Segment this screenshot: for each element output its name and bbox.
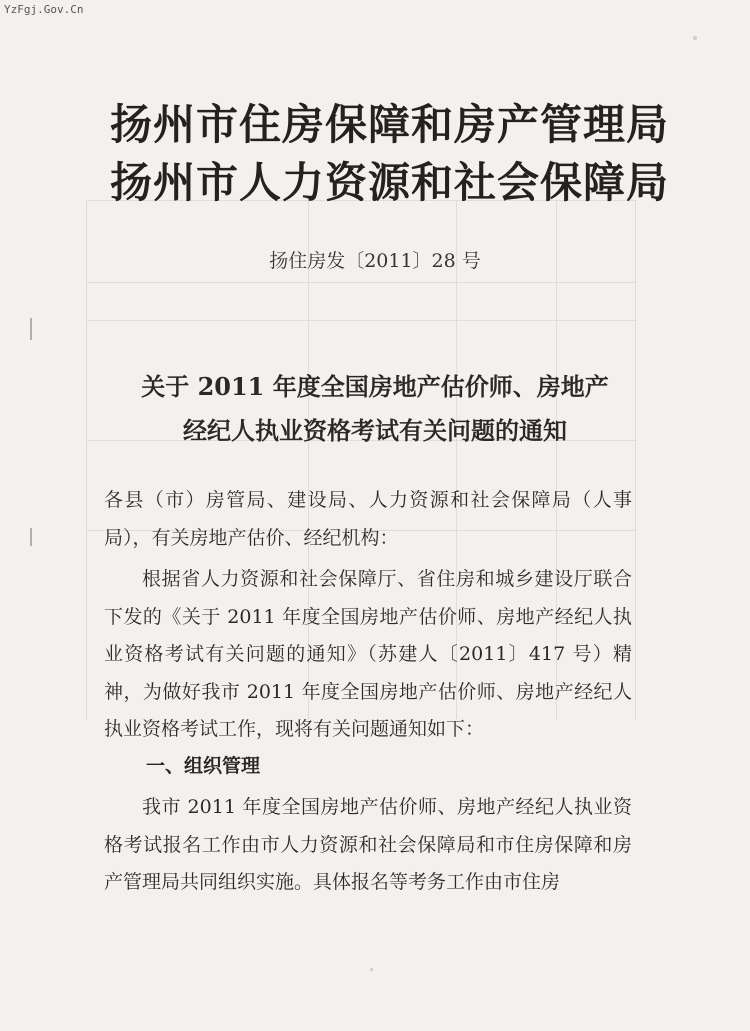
addressee: 各县（市）房管局、建设局、人力资源和社会保障局（人事局），有关房地产估价、经纪机构： [104, 489, 632, 549]
scan-speck [370, 968, 373, 971]
intro-paragraph: 根据省人力资源和社会保障厅、省住房和城乡建设厅联合下发的《关于 2011 年度全国房地产估价师、房地产经纪人执业资格考试有关问题的通知》（苏建人〔2011〕417 号）精神，为做好我市 2011 年度全国房地产估价师、房地产经纪人执业资格考试工作，现将有关问题通知如下： [104, 568, 632, 740]
document-number: 扬住房发〔2011〕28 号 [269, 250, 481, 272]
scan-speck [693, 36, 697, 40]
issuing-agency-1: 扬州市住房保障和房产管理局 [110, 100, 670, 149]
binding-mark [30, 528, 32, 546]
binding-mark [30, 318, 32, 340]
notice-title-line-1: 关于 2011 年度全国房地产估价师、房地产 [141, 372, 609, 401]
notice-title-line-2: 经纪人执业资格考试有关问题的通知 [183, 416, 567, 445]
issuing-agency-2: 扬州市人力资源和社会保障局 [110, 158, 670, 207]
section-paragraph: 我市 2011 年度全国房地产估价师、房地产经纪人执业资格考试报名工作由市人力资源和社会保障局和市住房保障和房产管理局共同组织实施。具体报名等考务工作由市住房 [104, 796, 632, 893]
site-watermark: YzFgj.Gov.Cn [4, 3, 84, 16]
section-heading: 一、组织管理 [146, 755, 261, 777]
